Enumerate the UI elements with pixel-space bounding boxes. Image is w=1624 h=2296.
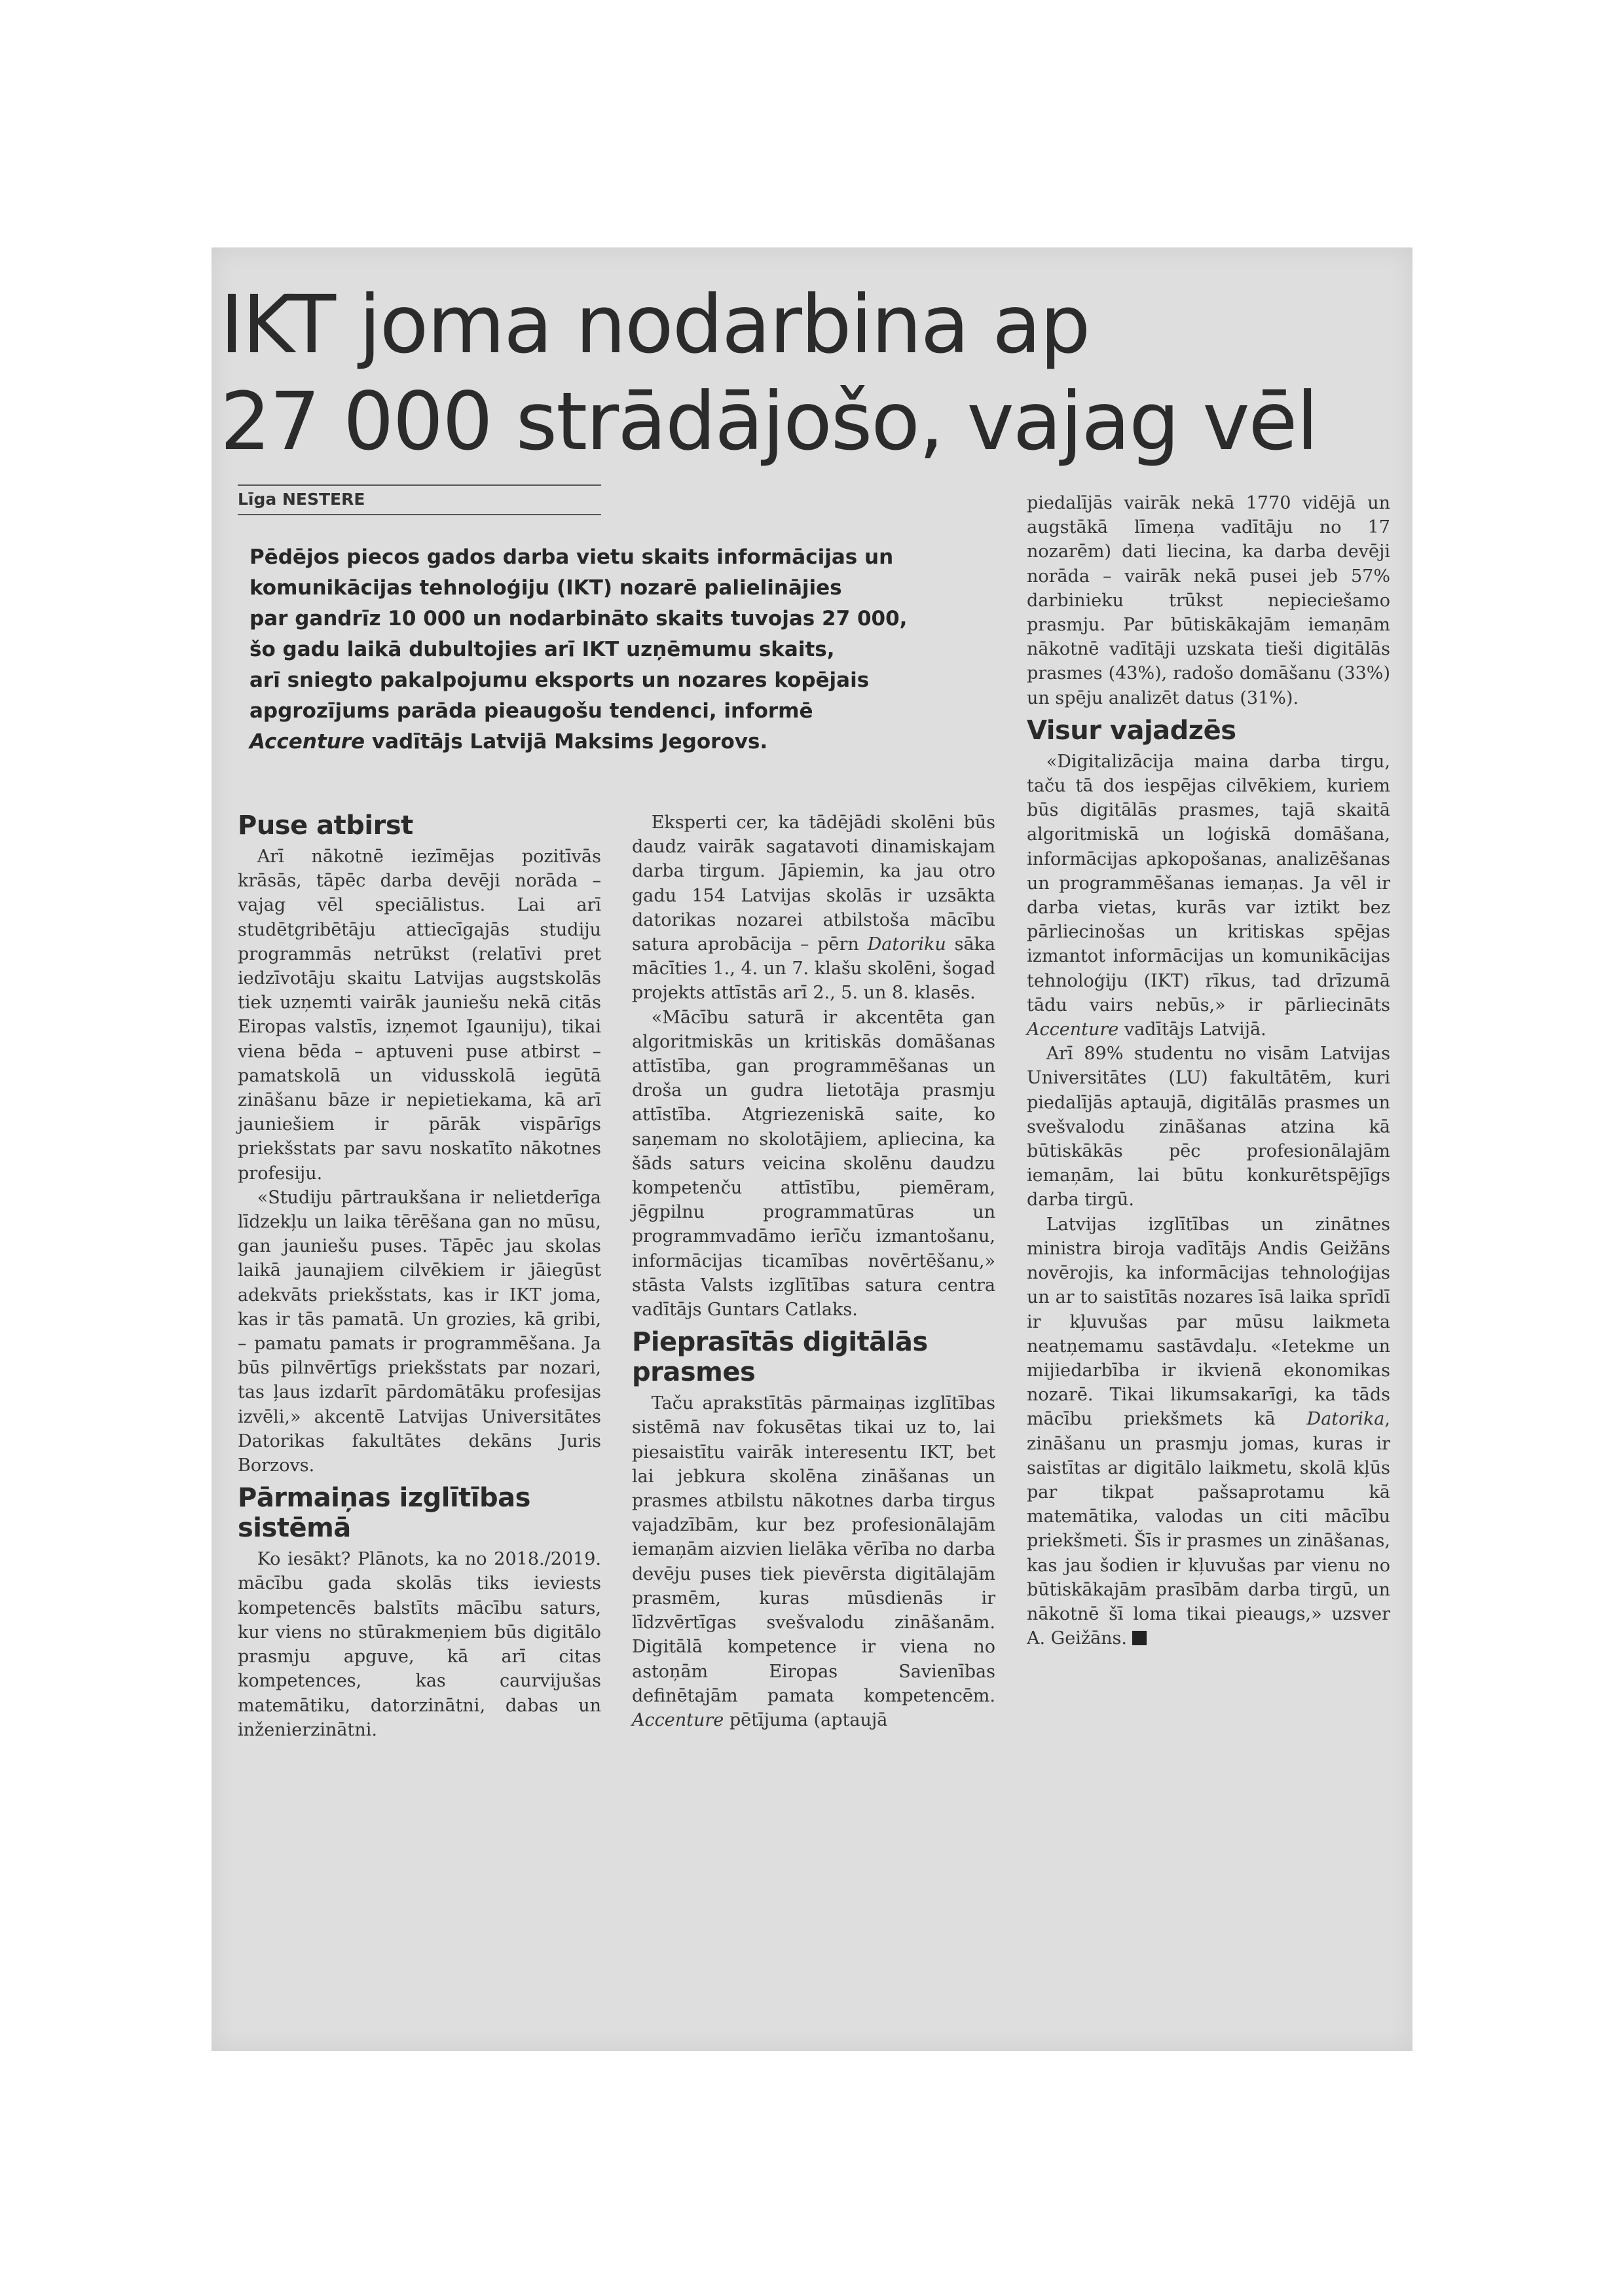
text-run: , zināšanu un prasmju jomas, kuras ir saistītas ar digitālo laikmetu, skolā kļūs par tikpat pašsaprotamu kā matemātika, valodas un citi mācību priekšmeti. Šīs ir prasmes un zināšanas, kas jau šodien ir kļuvušas par vienu no būtiskākajām prasībām darba tirgū, un nākotnē šī loma tikai pieaugs,» uzsver A. Geižāns. — [1027, 1409, 1390, 1649]
text-run: Latvijas izglītības un zinātnes ministra biroja vadītājs Andis Geižāns novērojis, ka informācijas tehnoloģijas un ar to saistītās nozares īsā laika sprīdī ir kļuvušas par mūsu laikmeta neatņemamu sastāvdaļu. «Ietekme un mijiedarbība ir ikvienā ekonomikas nozarē. Tikai likumsakarīgi, ka tāds mācību priekšmets kā — [1027, 1214, 1390, 1430]
italic-run: Datorika — [1306, 1409, 1385, 1430]
body-paragraph: «Studiju pārtraukšana ir nelietderīga līdzekļu un laika tērēšana gan no mūsu, gan jauniešu puses. Tāpēc jau skolas laikā jaunajiem cilvēkiem ir jāiegūst adekvāts priekšstats, kas ir IKT joma, kas ir tās pamatā. Un grozies, kā gribi, – pamatu pamats ir programmēšana. Ja būs pilnvērtīgs priekšstats par nozari, tas ļaus izdarīt pārdomātāku profesijas izvēli,» akcentē Latvijas Universitātes Datorikas fakultātes dekāns Juris Borzovs. — [238, 1187, 601, 1476]
body-paragraph — [1027, 750, 1390, 1042]
lead-line: arī sniegto pakalpojumu eksports un nozares kopējais — [249, 668, 870, 692]
text-run: sāka mācīties 1., 4. un 7. klašu skolēni, šogad projekts attīstās arī 2., 5. un 8. klasēs. — [632, 934, 995, 1004]
headline — [220, 276, 1399, 470]
newspaper-clipping — [212, 247, 1412, 2051]
lead-company: Accenture — [249, 730, 365, 754]
body-paragraph: piedalījās vairāk nekā 1770 vidējā un augstākā līmeņa vadītāju no 17 nozarēm) dati liecina, ka darba devēji norāda – vairāk nekā pusei jeb 57% darbinieku trūkst nepieciešamo prasmju. Par būtiskākajām iemaņām nākotnē vadītāji uzskata tieši digitālās prasmes (43%), radošo domāšanu (33%) un spēju analizēt datus (31%). — [1027, 493, 1390, 708]
column-1 — [238, 805, 601, 1742]
lead-line: par gandrīz 10 000 un nodarbināto skaits tuvojas 27 000, — [249, 607, 908, 630]
text-run: Eksperti cer, ka tādējādi skolēni būs daudz vairāk sagatavoti dinamiskajam darba tirgum. Jāpiemin, ka jau otro gadu 154 Latvijas skolās ir uzsākta datorikas nozarei atbilstoša mācību satura aprobācija – pērn — [632, 812, 995, 955]
subheading-pieprasitas: Pieprasītās digitālās prasmes — [632, 1327, 928, 1388]
column-2 — [632, 811, 995, 1732]
lead-line: komunikācijas tehnoloģiju (IKT) nozarē palielinājies — [249, 576, 842, 600]
headline-line-1: IKT joma nodarbina ap — [220, 278, 1090, 371]
subheading-parmainas: Pārmaiņas izglītības sistēmā — [238, 1483, 530, 1544]
lead-line: apgrozījums parāda pieaugošu tendenci, informē — [249, 699, 813, 723]
lead-line: Pēdējos piecos gados darba vietu skaits informācijas un — [249, 545, 894, 569]
body-paragraph: Arī 89% studentu no visām Latvijas Universitātes (LU) fakultātēm, kuri piedalījās aptaujā, digitālās prasmes un svešvalodu zināšanas atzina kā būtiskākās pēc profesionālajām iemaņām, lai būtu konkurētspējīgs darba tirgū. — [1027, 1044, 1390, 1211]
body-paragraph: Arī nākotnē iezīmējas pozitīvās krāsās, tāpēc darba devēji norāda – vajag vēl speciālistus. Lai arī studētgribētāju attiecīgajās studiju programmās netrūkst (relatīvi pret iedzīvotāju skaitu Latvijas augstskolās tiek uzņemti vairāk jauniešu nekā citās Eiropas valstīs, izņemot Igauniju), tikai viena bēda – aptuveni puse atbirst – pamatskolā un vidusskolā iegūtā zināšanu bāze ir nepietiekama, kā arī jauniešiem ir pārāk vispārīgs priekšstats par savu noskatīto nākotnes profesiju. — [238, 847, 601, 1184]
end-of-article-mark — [1132, 1631, 1147, 1645]
text-run: «Digitalizācija maina darba tirgu, taču tā dos iespējas cilvēkiem, kuriem būs digitālās prasmes, tajā skaitā algoritmiskā un loģiskā domāšana, informācijas apkopošanas, analizēšanas un programmēšanas iemaņas. Ja vēl ir darba vietas, kurās var iztikt bez pārliecinošas un kritiskas spējas izmantot informācijas un komunikācijas tehnoloģiju (IKT) rīkus, tad drīzumā tādu vairs nebūs,» ir pārliecināts — [1027, 751, 1390, 1015]
subheading-puse-atbirst: Puse atbirst — [238, 811, 413, 841]
text-run: Taču aprakstītās pārmaiņas izglītības sistēmā nav fokusētas tikai uz to, lai piesaistītu vairāk interesentu IKT, bet lai jebkura skolēna zināšanas un prasmes atbilstu nākotnes darba tirgus vajadzībām, kur bez profesionālajām iemaņām aizvien lielāka vērība no darba devēju puses tiek pievērsta digitālajām prasmēm, kuras mūsdienās ir līdzvērtīgas svešvalodu zināšanām. Digitālā kompetence ir viena no astoņām Eiropas Savienības definētajām pamata kompetencēm. — [632, 1393, 995, 1706]
body-paragraph: «Mācību saturā ir akcentēta gan algoritmiskās un kritiskās domāšanas attīstība, gan programmēšanas un droša un gudra lietotāja prasmju attīstība. Atgriezeniskā saite, ko saņemam no skolotājiem, apliecina, ka šāds saturs veicina skolēnu daudzu kompetenču attīstību, piemēram, jēgpilnu programmatūras un programmvadāmo ierīču izmantošanu, informācijas ticamības novērtēšanu,» stāsta Valsts izglītības satura centra vadītājs Guntars Catlaks. — [632, 1007, 995, 1321]
italic-run: Accenture — [632, 1709, 724, 1730]
body-paragraph — [632, 811, 995, 1006]
body-paragraph — [1027, 1212, 1390, 1651]
lead-paragraph — [249, 542, 917, 757]
text-run: vadītājs Latvijā. — [1118, 1019, 1266, 1040]
lead-line: vadītājs Latvijā Maksims Jegorovs. — [365, 730, 768, 754]
lead-line: šo gadu laikā dubultojies arī IKT uzņēmumu skaits, — [249, 638, 835, 661]
italic-run: Accenture — [1027, 1019, 1119, 1040]
column-3 — [1027, 491, 1390, 1650]
italic-run: Datoriku — [867, 934, 946, 955]
byline: Līga NESTERE — [238, 484, 601, 515]
subheading-visur-vajadzes: Visur vajadzēs — [1027, 715, 1236, 746]
text-run: pētījuma (aptaujā — [724, 1709, 888, 1730]
body-paragraph: Ko iesākt? Plānots, ka no 2018./2019. mācību gada skolās tiks ieviests kompetencēs balstīts mācību saturs, kur viens no stūrakmeņiem būs digitālo prasmju apguve, kā arī citas kompetences, kas caurvijušas matemātiku, datorzinātni, dabas un inženierzinātni. — [238, 1549, 601, 1740]
body-paragraph — [632, 1391, 995, 1732]
headline-line-2: 27 000 strādājošo, vajag vēl — [220, 375, 1318, 468]
